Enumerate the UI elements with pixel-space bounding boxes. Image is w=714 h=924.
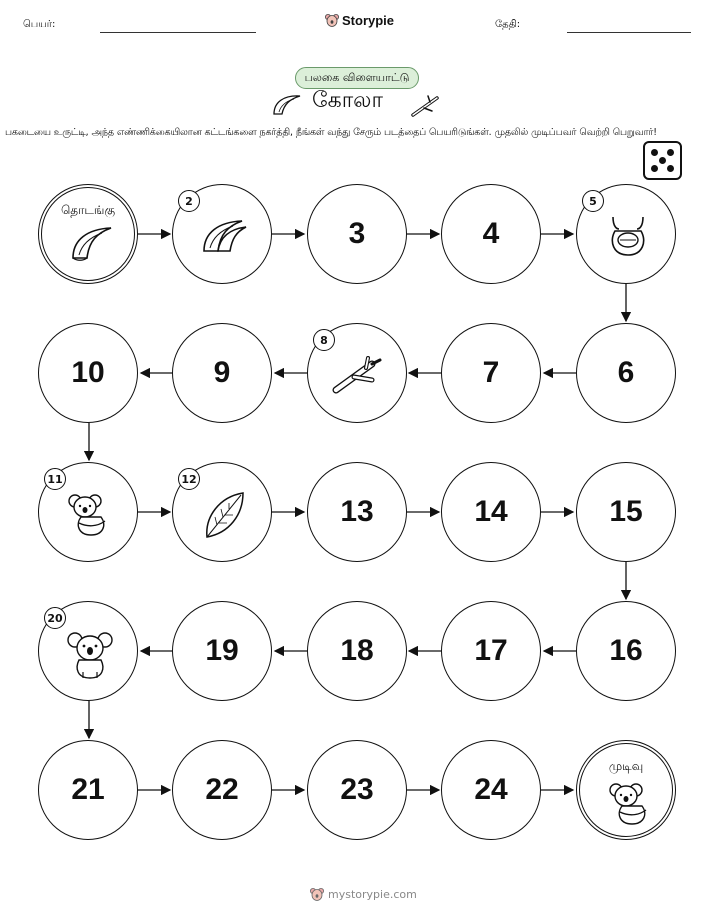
brand-name: Storypie [342,13,395,28]
finish-label: முடிவு [608,759,644,773]
name-label: பெயர்: [23,19,56,30]
cell-number: 23 [340,773,374,806]
cell-11[interactable] [38,462,138,562]
koala-logo-icon [310,887,324,902]
cell-19[interactable] [172,601,272,701]
koala-sitting-icon [67,628,113,682]
cell-number: 7 [482,356,500,389]
cell-23[interactable] [307,740,407,840]
cell-14[interactable] [441,462,541,562]
footer-url[interactable]: mystorypie.com [328,888,417,901]
cell-number: 3 [348,217,366,250]
pouch-icon [607,213,649,259]
cell-number: 20 [44,607,66,629]
cell-4[interactable] [441,184,541,284]
cell-21[interactable] [38,740,138,840]
cell-2[interactable] [172,184,272,284]
branch-icon [332,354,386,396]
cell-number: 5 [582,190,604,212]
cell-number: 15 [609,495,643,528]
cell-number: 21 [71,773,105,806]
cell-13[interactable] [307,462,407,562]
cell-number: 9 [213,356,231,389]
instructions: பகடையை உருட்டி, அந்த எண்ணிக்கையிலான கட்டங்களை நகர்த்தி, நீங்கள் வந்து சேரும் படத்தைப் பெயரிடுங்கள். முதலில் முடிப்பவர் வெற்றி பெறுவார்! [5,127,658,138]
cell-number: 14 [474,495,508,528]
cell-number: 4 [482,217,500,250]
cell-5[interactable] [576,184,676,284]
cell-15[interactable] [576,462,676,562]
cell-24[interactable] [441,740,541,840]
cell-number: 19 [205,634,239,667]
claw-icon [200,217,248,257]
cell-6[interactable] [576,323,676,423]
cell-22[interactable] [172,740,272,840]
cell-number: 16 [609,634,643,667]
footer [310,887,417,902]
cell-12[interactable] [172,462,272,562]
cell-3[interactable] [307,184,407,284]
cell-number: 24 [474,773,508,806]
koala-hugging-icon [608,780,654,828]
date-label: தேதி: [495,19,521,30]
cell-number: 6 [617,356,635,389]
cell-number: 22 [205,773,239,806]
cell-number: 12 [178,468,200,490]
cell-20[interactable] [38,601,138,701]
cell-number: 17 [474,634,508,667]
cell-18[interactable] [307,601,407,701]
cell-7[interactable] [441,323,541,423]
cell-number: 2 [178,190,200,212]
cell-finish[interactable] [576,740,676,840]
leaf-icon [201,489,247,541]
cell-number: 10 [71,356,105,389]
cell-17[interactable] [441,601,541,701]
koala-hugging-icon [67,491,113,539]
start-label: தொடங்கு [60,203,116,217]
cell-8[interactable] [307,323,407,423]
activity-badge: பலகை விளையாட்டு [295,67,419,89]
claw-icon [69,224,115,264]
page-title: கோலா [312,88,383,113]
cell-10[interactable] [38,323,138,423]
cell-16[interactable] [576,601,676,701]
cell-number: 13 [340,495,374,528]
cell-start[interactable] [38,184,138,284]
cell-number: 8 [313,329,335,351]
cell-number: 18 [340,634,374,667]
cell-number: 11 [44,468,66,490]
cell-9[interactable] [172,323,272,423]
